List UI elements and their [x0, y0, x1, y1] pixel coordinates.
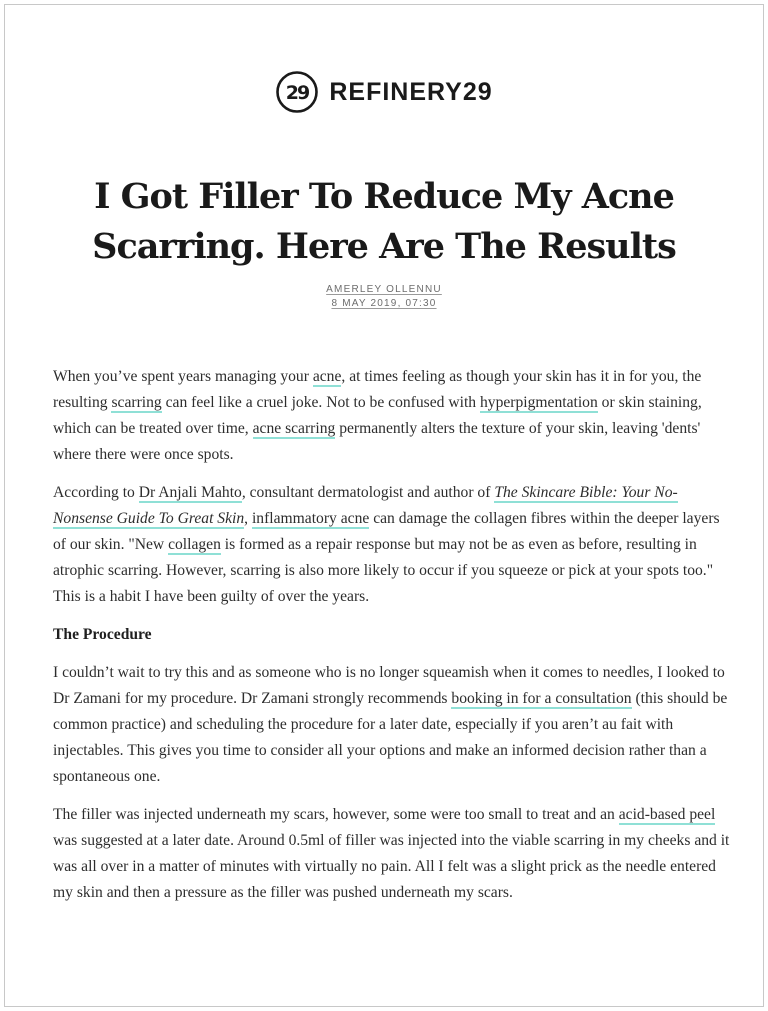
paragraph-filler [53, 802, 733, 906]
section-heading-procedure: The Procedure [53, 626, 152, 643]
text-span: is formed as a repair response but may not be as even as before, resulting in atrophic scarring. However, scarring is also more likely to occur if you squeeze or pick at your spots too." This is a habit I have been guilty of over the years. [53, 536, 714, 605]
paragraph-procedure [53, 660, 733, 790]
byline [0, 283, 768, 311]
link-scarring[interactable]: scarring [111, 394, 162, 411]
link-collagen[interactable]: collagen [168, 536, 221, 553]
author-link[interactable]: AMERLEY OLLENNU [326, 284, 442, 295]
text-span: , [244, 510, 252, 527]
paragraph-intro [53, 364, 733, 468]
link-acne[interactable]: acne [312, 368, 342, 385]
site-header[interactable] [0, 70, 768, 114]
link-dr-anjali-mahto[interactable]: Dr Anjali Mahto [138, 484, 242, 501]
text-span: permanently alters the texture of your skin, leaving 'dents' where there were once spots. [53, 420, 701, 463]
text-span: According to [53, 484, 139, 501]
link-booking-consultation[interactable]: booking in for a consultation [451, 690, 632, 707]
article-title: I Got Filler To Reduce My Acne Scarring. Here Are The Results [92, 176, 676, 267]
text-span: I couldn’t wait to try this and as someone who is no longer squeamish when it comes to needles, I looked to Dr Zamani for my procedure. Dr Zamani strongly recommends [53, 664, 725, 707]
text-span: or skin staining, which can be treated over time, [53, 394, 702, 437]
article-body [53, 364, 733, 918]
brand-name[interactable]: REFINERY29 [329, 77, 493, 106]
publish-date: 8 MAY 2019, 07:30 [331, 298, 437, 309]
text-span: , consultant dermatologist and author of [241, 484, 495, 501]
link-skincare-bible[interactable]: The Skincare Bible: Your No-Nonsense Guide To Great Skin [53, 484, 678, 527]
link-hyperpigmentation[interactable]: hyperpigmentation [479, 394, 598, 411]
link-acid-based-peel[interactable]: acid-based peel [618, 806, 716, 823]
link-inflammatory-acne[interactable]: inflammatory acne [251, 510, 370, 527]
text-span: can damage the collagen fibres within the deeper layers of our skin. "New [53, 510, 720, 553]
logo-mark-text: 29 [286, 82, 309, 104]
text-span: When you’ve spent years managing your [53, 368, 313, 385]
text-span: can feel like a cruel joke. Not to be confused with [161, 394, 480, 411]
text-span: (this should be common practice) and scheduling the procedure for a later date, especially if you aren’t au fait with injectables. This gives you time to consider all your options and make an informed decision rather than a spontaneous one. [53, 690, 728, 785]
refinery29-logo-icon [275, 70, 319, 114]
text-span: was suggested at a later date. Around 0.5ml of filler was injected into the viable scarring in my cheeks and it was all over in a matter of minutes with virtually no pain. All I felt was a slight prick as the needle entered my skin and then a pressure as the filler was pushed underneath my scars. [53, 832, 730, 901]
paragraph-dermatologist [53, 480, 733, 610]
text-span: The filler was injected underneath my scars, however, some were too small to treat and an [53, 806, 619, 823]
text-span: , at times feeling as though your skin has it in for you, the resulting [53, 368, 702, 411]
link-acne-scarring[interactable]: acne scarring [252, 420, 336, 437]
